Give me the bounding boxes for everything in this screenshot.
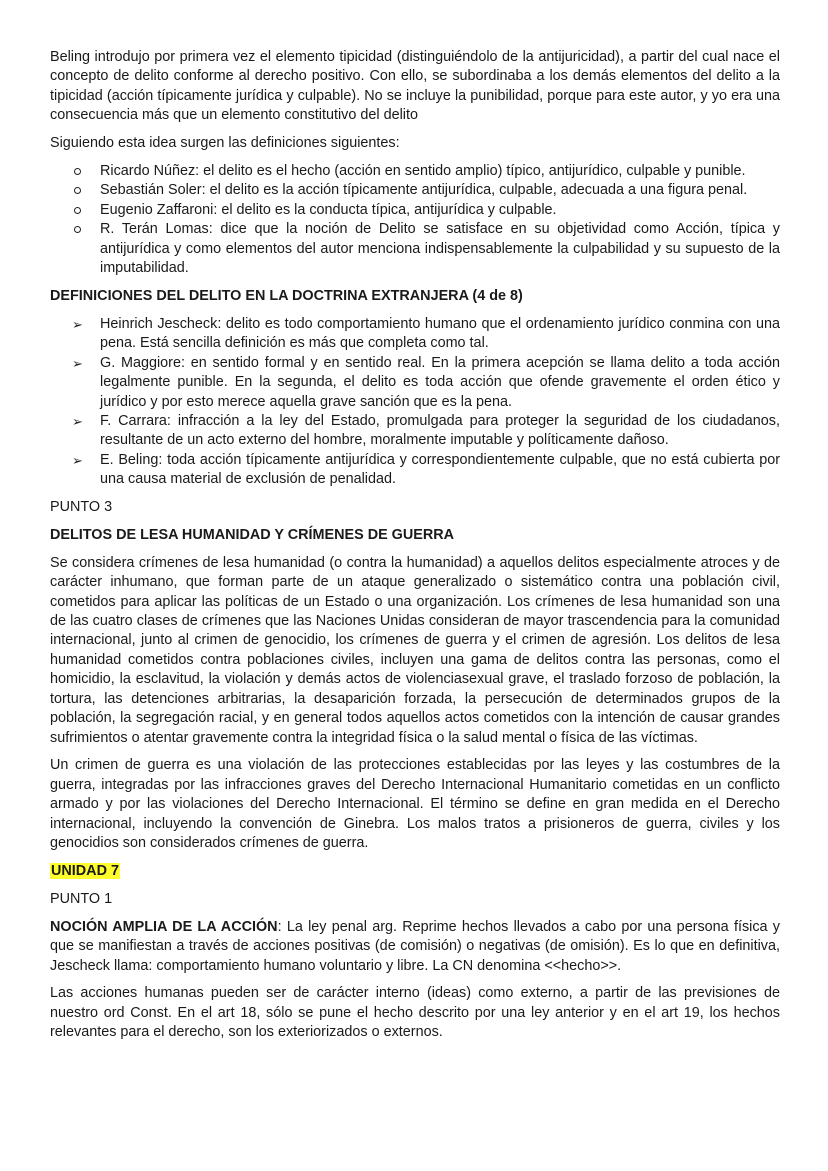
list-item: Eugenio Zaffaroni: el delito es la conducta típica, antijurídica y culpable. [50,201,780,220]
foreign-definitions-list [50,315,780,490]
circle-bullet-icon [74,207,81,214]
accion-label: NOCIÓN AMPLIA DE LA ACCIÓN [50,918,278,935]
list-item: R. Terán Lomas: dice que la noción de Delito se satisface en su objetividad como Acción, típica y antijurídica y como elementos del autor menciona indispensablemente la culpabilidad y su supuesto de la imputabilidad. [50,220,780,278]
acciones-humanas-paragraph: Las acciones humanas pueden ser de carácter interno (ideas) como externo, a partir de las previsiones de nuestro ord Const. En el art 18, sólo se pune el hecho descrito por una ley anterior y en el art 19, los hechos relevantes para el derecho, son los exteriorizados o externos. [50,985,780,1041]
definitions-list [50,162,780,278]
punto-3-label: PUNTO 3 [50,499,113,516]
circle-bullet-icon [74,168,81,175]
list-item: ➢ F. Carrara: infracción a la ley del Estado, promulgada para proteger la seguridad de los ciudadanos, resultante de un acto externo del hombre, moralmente imputable y políticamente dañoso. [50,412,780,451]
crimen-guerra-paragraph: Un crimen de guerra es una violación de las protecciones establecidas por las leyes y las costumbres de la guerra, integradas por las infracciones graves del Derecho Internacional Humanitario cometidas en un conflicto armado y por las violaciones del Derecho Internacional. El término se define en gran medida en el Derecho internacional, incluyendo la convención de Ginebra. Los malos tratos a prisioneros de guerra, civiles y los genocidios son considerados crímenes de guerra. [50,757,780,852]
list-item: ➢ Heinrich Jescheck: delito es todo comportamiento humano que el ordenamiento jurídico conmina con una pena. Está sencilla definición es más que completa como tal. [50,315,780,354]
circle-bullet-icon [74,187,81,194]
lesa-humanidad-heading: DELITOS DE LESA HUMANIDAD Y CRÍMENES DE GUERRA [50,526,455,543]
list-item: ➢ G. Maggiore: en sentido formal y en sentido real. En la primera acepción se llama delito a toda acción legalmente punible. En la segunda, el delito es toda acción que ofende gravemente el orden ético y jurídico y por esto merece aquella grave sanción que es la pena. [50,354,780,412]
lesa-humanidad-paragraph: Se considera crímenes de lesa humanidad (o contra la humanidad) a aquellos delitos especialmente atroces y de carácter inhumano, que forman parte de un ataque generalizado o sistemático contra una población civil, cometidos para aplicar las políticas de un Estado o una organización. Los crímenes de lesa humanidad son una de las cuatro clases de crímenes que las Naciones Unidas consideran de mayor trascendencia para la comunidad internacional, junto al crimen de genocidio, los crímenes de guerra y el crimen de agresión. Los delitos de lesa humanidad cometidos contra poblaciones civiles, incluyen una gama de delitos contra las personas, como el homicidio, la esclavitud, la violación y demás actos de violenciasexual grave, el traslado forzoso de población, la tortura, las detenciones arbitrarias, la desaparición forzada, la persecución de determinados grupos de la población, la segregación racial, y en general todos aquellos actos cometidos con la intención de causar grandes sufrimientos o atentar gravemente contra la integridad física o la salud mental o física de las víctimas. [50,554,780,746]
arrow-bullet-icon [72,454,83,467]
beling-intro-paragraph: Beling introdujo por primera vez el elemento tipicidad (distinguiéndolo de la antijuricidad), a partir del cual nace el concepto de delito conforme al derecho positivo. Con ello, se subordinaba a los demás elementos del delito a la tipicidad (acción típicamente jurídica y culpable). No se incluye la punibilidad, porque para este autor, y yo era una consecuencia más que un elemento constitutivo del delito [50,49,780,124]
accion-paragraph [50,918,780,976]
list-item: Ricardo Núñez: el delito es el hecho (acción en sentido amplio) típico, antijurídico, culpable y punible. [50,162,780,181]
siguiendo-paragraph: Siguiendo esta idea surgen las definiciones siguientes: [50,135,400,152]
punto-1-label: PUNTO 1 [50,890,113,907]
arrow-bullet-icon [72,415,83,428]
list-item: ➢ E. Beling: toda acción típicamente antijurídica y correspondientemente culpable, que no está cubierta por una causa material de exclusión de penalidad. [50,451,780,490]
accion-text: : La ley penal arg. Reprime hechos llevados a cabo por una persona física y que se manifiestan a través de acciones positivas (de comisión) o negativas (de omisión). Es lo que en definitiva, Jescheck llama: comportamiento humano voluntario y libre. La CN denomina <<hecho>>. [50,918,780,974]
unidad-7-highlight: UNIDAD 7 [51,862,119,879]
arrow-bullet-icon [72,357,83,370]
unidad-7-row [50,862,780,881]
doctrina-heading: DEFINICIONES DEL DELITO EN LA DOCTRINA EXTRANJERA (4 de 8) [50,287,523,304]
circle-bullet-icon [74,226,81,233]
arrow-bullet-icon [72,318,83,331]
list-item: Sebastián Soler: el delito es la acción típicamente antijurídica, culpable, adecuada a una figura penal. [50,181,780,200]
